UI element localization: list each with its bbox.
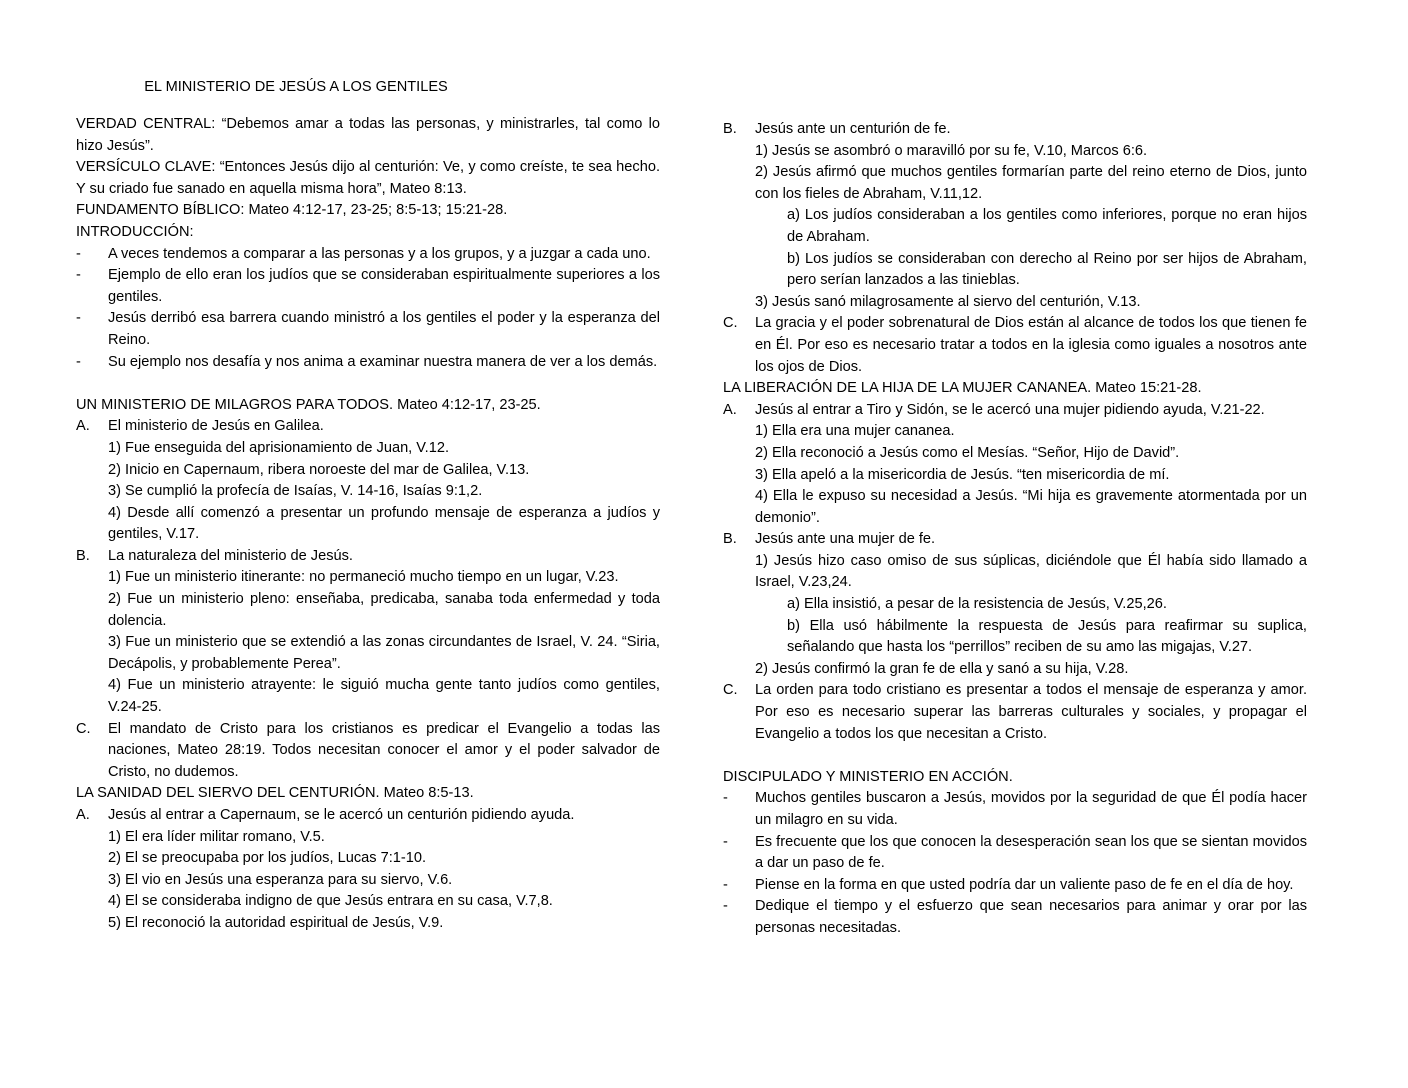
list-item: - Piense en la forma en que usted podría dar un valiente paso de fe en el día de hoy.: [723, 876, 1294, 893]
sub-point: 1) Fue enseguida del aprisionamiento de Juan, V.12.: [108, 439, 450, 456]
section-heading: UN MINISTERIO DE MILAGROS PARA TODOS. Mateo 4:12-17, 23-25.: [76, 396, 541, 413]
sub-point: 3) Jesús sanó milagrosamente al siervo del centurión, V.13.: [755, 293, 1141, 310]
section-point: C. El mandato de Cristo para los cristianos es predicar el Evangelio a todas las naciones, Mateo 28:19. Todos necesitan conocer el amor y el poder salvador de Cristo, no dudemos.: [76, 720, 660, 780]
sub-sub-point: b) Los judíos se consideraban con derecho al Reino por ser hijos de Abraham, pero serían lanzados a las tinieblas.: [787, 250, 1307, 289]
document-title: EL MINISTERIO DE JESÚS A LOS GENTILES: [144, 79, 448, 95]
sub-point: 4) El se consideraba indigno de que Jesús entrara en su casa, V.7,8.: [108, 893, 553, 910]
sub-point: 3) El vio en Jesús una esperanza para su siervo, V.6.: [108, 871, 453, 888]
sub-point: 4) Desde allí comenzó a presentar un profundo mensaje de esperanza a judíos y gentiles, V.17.: [108, 504, 660, 543]
list-item: - Muchos gentiles buscaron a Jesús, movidos por la seguridad de que Él podía hacer un milagro en su vida.: [723, 790, 1307, 828]
section-point: A. Jesús al entrar a Tiro y Sidón, se le acercó una mujer pidiendo ayuda, V.21-22.: [723, 401, 1265, 418]
list-item: - A veces tendemos a comparar a las personas y a los grupos, y a juzgar a cada uno.: [76, 245, 651, 262]
sub-point: 2) El se preocupaba por los judíos, Lucas 7:1-10.: [108, 850, 427, 867]
sub-point: 4) Fue un ministerio atrayente: le siguió mucha gente tanto judíos como gentiles, V.24-25.: [108, 677, 660, 716]
sub-point: 3) Fue un ministerio que se extendió a las zonas circundantes de Israel, V. 24. “Siria, Decápolis, y probablemente Perea”.: [108, 634, 660, 672]
section-point: B. Jesús ante un centurión de fe.: [723, 121, 951, 137]
section-heading: LA LIBERACIÓN DE LA HIJA DE LA MUJER CANANEA. Mateo 15:21-28.: [723, 380, 1202, 397]
spacer: [723, 745, 1307, 767]
section-point: C. La gracia y el poder sobrenatural de Dios están al alcance de todos los que tienen fe en Él. Por eso es necesario tratar a todos en la iglesia como iguales a nosotros ante los ojos de Dios.: [723, 315, 1307, 375]
key-verse: VERSÍCULO CLAVE: “Entonces Jesús dijo al centurión: Ve, y como creíste, te sea hecho. Y su criado fue sanado en aquella misma hora”, Mateo 8:13.: [76, 159, 660, 197]
list-item: - Dedique el tiempo y el esfuerzo que sean necesarios para animar y orar por las personas necesitadas.: [723, 898, 1307, 936]
section-point: A. El ministerio de Jesús en Galilea.: [76, 418, 324, 435]
central-truth: VERDAD CENTRAL: “Debemos amar a todas las personas, y ministrarles, tal como lo hizo Jesús”.: [76, 116, 660, 154]
right-column: [723, 119, 1307, 940]
sub-sub-point: b) Ella usó hábilmente la respuesta de Jesús para reafirmar su suplica, señalando que hasta los “perrillos” reciben de su amo las migajas, V.27.: [787, 617, 1307, 656]
section-point: A. Jesús al entrar a Capernaum, se le acercó un centurión pidiendo ayuda.: [76, 807, 575, 823]
spacer: [76, 373, 660, 395]
list-item: - Jesús derribó esa barrera cuando ministró a los gentiles el poder y la esperanza del Reino.: [76, 310, 660, 348]
sub-point: 2) Ella reconoció a Jesús como el Mesías. “Señor, Hijo de David”.: [755, 444, 1180, 461]
sub-sub-point: a) Los judíos consideraban a los gentiles como inferiores, porque no eran hijos de Abraham.: [787, 207, 1307, 245]
introduction-heading: INTRODUCCIÓN:: [76, 223, 194, 240]
biblical-foundation: FUNDAMENTO BÍBLICO: Mateo 4:12-17, 23-25; 8:5-13; 15:21-28.: [76, 202, 508, 219]
left-column: [76, 114, 660, 935]
sub-sub-point: a) Ella insistió, a pesar de la resistencia de Jesús, V.25,26.: [787, 596, 1167, 613]
sub-point: 2) Inicio en Capernaum, ribera noroeste del mar de Galilea, V.13.: [108, 461, 530, 478]
sub-point: 1) Ella era una mujer cananea.: [755, 423, 955, 440]
section-heading: DISCIPULADO Y MINISTERIO EN ACCIÓN.: [723, 768, 1013, 785]
sub-point: 2) Jesús afirmó que muchos gentiles formarían parte del reino eterno de Dios, junto con los fieles de Abraham, V.11,12.: [755, 164, 1307, 202]
sub-point: 5) El reconoció la autoridad espiritual de Jesús, V.9.: [108, 914, 444, 931]
sub-point: 1) Jesús se asombró o maravilló por su fe, V.10, Marcos 6:6.: [755, 142, 1148, 159]
section-point: B. Jesús ante una mujer de fe.: [723, 531, 936, 548]
sub-point: 2) Jesús confirmó la gran fe de ella y sanó a su hija, V.28.: [755, 660, 1129, 677]
sub-point: 1) Fue un ministerio itinerante: no permaneció mucho tiempo en un lugar, V.23.: [108, 569, 619, 586]
sub-point: 3) Ella apeló a la misericordia de Jesús. “ten misericordia de mí.: [755, 466, 1170, 483]
sub-point: 4) Ella le expuso su necesidad a Jesús. “Mi hija es gravemente atormentada por un demonio”.: [755, 488, 1307, 526]
sub-point: 1) Jesús hizo caso omiso de sus súplicas, diciéndole que Él había sido llamado a Israel, V.23,24.: [755, 552, 1307, 591]
sub-point: 3) Se cumplió la profecía de Isaías, V. 14-16, Isaías 9:1,2.: [108, 483, 483, 500]
section-heading: LA SANIDAD DEL SIERVO DEL CENTURIÓN. Mateo 8:5-13.: [76, 785, 474, 802]
section-point: B. La naturaleza del ministerio de Jesús.: [76, 547, 353, 564]
section-point: C. La orden para todo cristiano es presentar a todos el mensaje de esperanza y amor. Por eso es necesario superar las barreras culturales y sociales, y propagar el Evangelio a todos los que necesitan a Cristo.: [723, 682, 1307, 742]
sub-point: 2) Fue un ministerio pleno: enseñaba, predicaba, sanaba toda enfermedad y toda dolencia.: [108, 591, 660, 629]
list-item: - Es frecuente que los que conocen la desesperación sean los que se sientan movidos a dar un paso de fe.: [723, 833, 1307, 872]
list-item: - Su ejemplo nos desafía y nos anima a examinar nuestra manera de ver a los demás.: [76, 353, 658, 370]
list-item: - Ejemplo de ello eran los judíos que se consideraban espiritualmente superiores a los gentiles.: [76, 267, 660, 305]
sub-point: 1) El era líder militar romano, V.5.: [108, 828, 325, 845]
